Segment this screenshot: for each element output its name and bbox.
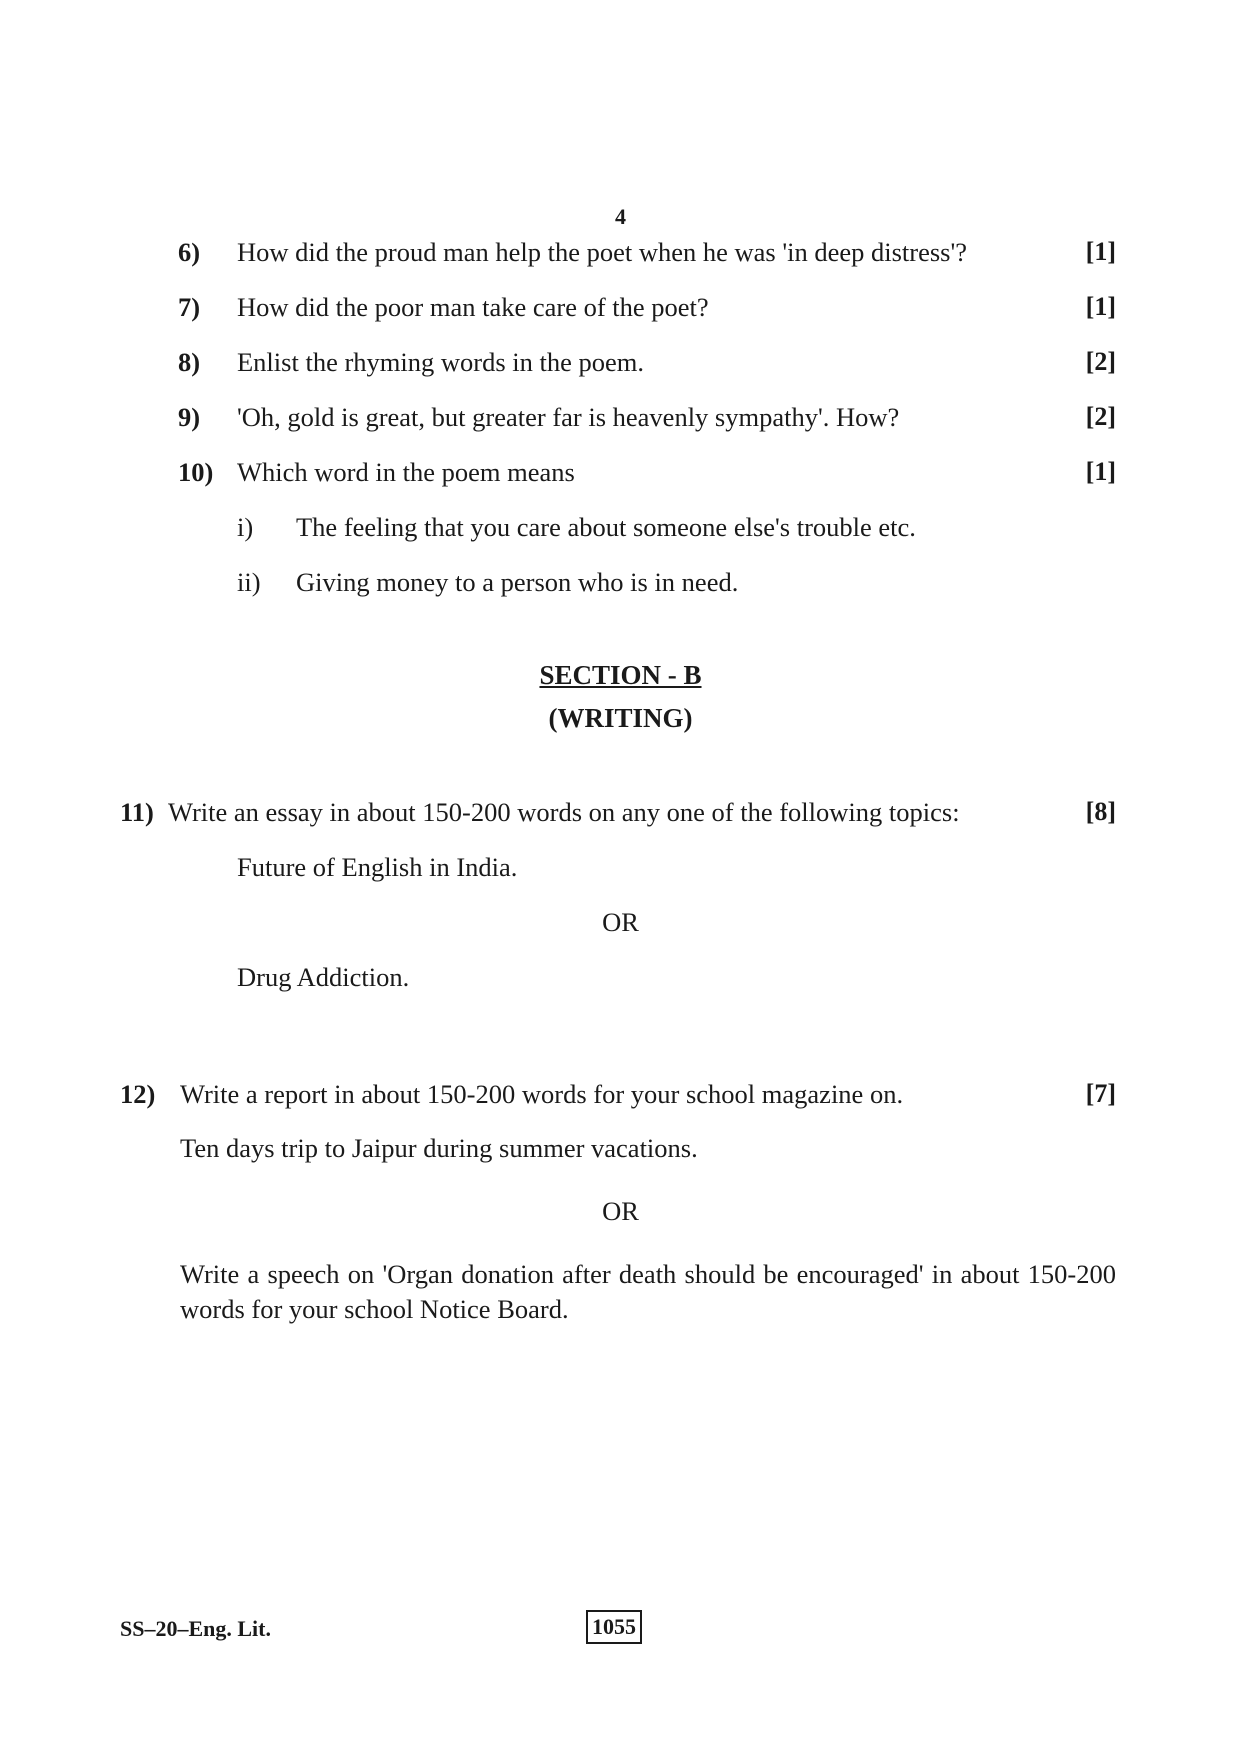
sub-item-number: i) <box>237 512 254 542</box>
essay-topic: Future of English in India. <box>237 852 518 882</box>
footer-code: SS–20–Eng. Lit. <box>120 1616 271 1641</box>
question-number: 12) <box>120 1079 156 1109</box>
section-title: SECTION - B <box>539 660 702 690</box>
question-marks: [1] <box>1085 237 1116 266</box>
question-marks: [1] <box>1085 292 1116 321</box>
question-marks: [2] <box>1085 347 1116 376</box>
question-number: 8) <box>178 347 201 377</box>
question-text: Which word in the poem means <box>237 457 575 487</box>
question-number: 6) <box>178 237 201 267</box>
question-text: How did the poor man take care of the poet? <box>237 292 709 322</box>
speech-topic: Write a speech on 'Organ donation after death should be encouraged' in about 150-200 words for your school Notice Board. <box>180 1259 1116 1324</box>
or-divider: OR <box>602 1196 639 1226</box>
page-number: 4 <box>615 204 626 229</box>
question-text: Write a report in about 150-200 words for your school magazine on. <box>180 1079 904 1109</box>
question-marks: [2] <box>1085 402 1116 431</box>
question-text: 'Oh, gold is great, but greater far is heavenly sympathy'. How? <box>237 402 900 432</box>
question-number: 9) <box>178 402 201 432</box>
question-number: 10) <box>178 457 214 487</box>
or-divider: OR <box>602 907 639 937</box>
essay-topic: Drug Addiction. <box>237 962 410 992</box>
sub-item-text: The feeling that you care about someone else's trouble etc. <box>296 512 916 542</box>
section-subtitle: (WRITING) <box>548 703 693 733</box>
question-marks: [7] <box>1085 1079 1116 1108</box>
question-number: 11) <box>120 797 154 827</box>
question-number: 7) <box>178 292 201 322</box>
report-topic: Ten days trip to Jaipur during summer vacations. <box>180 1133 698 1163</box>
sub-item-number: ii) <box>237 567 261 597</box>
footer-paper-code: 1055 <box>586 1610 642 1644</box>
question-text: Write an essay in about 150-200 words on any one of the following topics: <box>168 797 960 827</box>
question-text: Enlist the rhyming words in the poem. <box>237 347 645 377</box>
question-text: How did the proud man help the poet when he was 'in deep distress'? <box>237 237 968 267</box>
sub-item-text: Giving money to a person who is in need. <box>296 567 739 597</box>
question-marks: [1] <box>1085 457 1116 486</box>
question-marks: [8] <box>1085 797 1116 826</box>
